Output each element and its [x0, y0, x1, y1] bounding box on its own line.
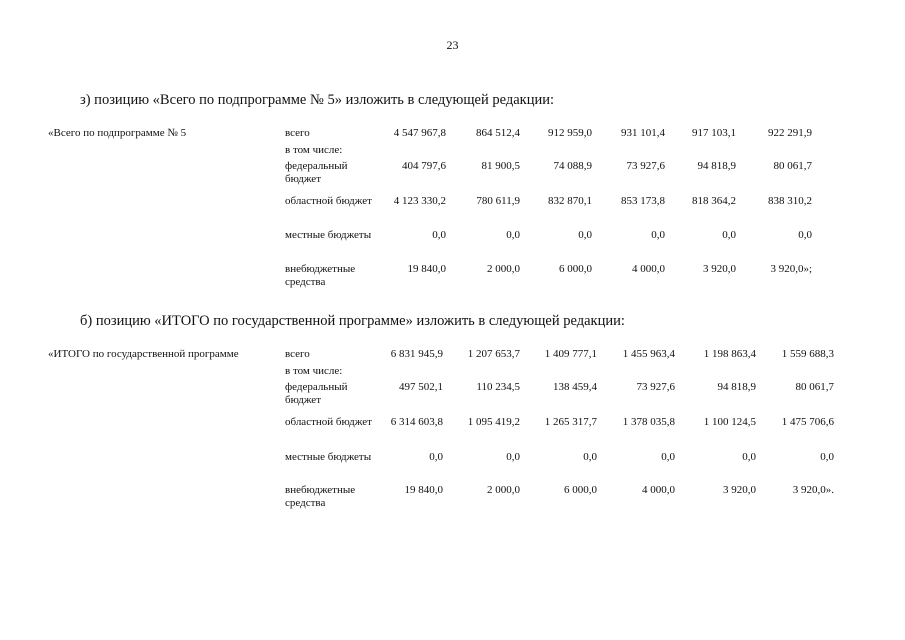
subnote: в том числе: — [285, 365, 343, 377]
value-cell: 864 512,4 — [476, 127, 520, 139]
value-cell: 0,0 — [583, 451, 597, 463]
value-cell: 0,0 — [722, 229, 736, 241]
value-cell: 1 198 863,4 — [703, 348, 756, 360]
instruction-b: б) позицию «ИТОГО по государственной программе» изложить в следующей редакции: — [80, 313, 625, 329]
value-cell: 2 000,0 — [487, 484, 520, 496]
value-cell: 94 818,9 — [717, 381, 756, 393]
value-cell: 0,0 — [506, 451, 520, 463]
value-cell: 1 265 317,7 — [544, 416, 597, 428]
value-cell: 404 797,6 — [402, 160, 446, 172]
subnote: в том числе: — [285, 144, 343, 156]
value-cell: 110 234,5 — [476, 381, 520, 393]
value-cell: 4 547 967,8 — [393, 127, 446, 139]
value-cell: 6 314 603,8 — [390, 416, 443, 428]
instruction-z: з) позицию «Всего по подпрограмме № 5» изложить в следующей редакции: — [80, 92, 555, 108]
value-cell: 497 502,1 — [399, 381, 443, 393]
value-cell: 0,0 — [578, 229, 592, 241]
value-cell: 1 475 706,6 — [781, 416, 834, 428]
value-cell: 3 920,0»; — [770, 263, 812, 275]
value-cell: 2 000,0 — [487, 263, 520, 275]
value-cell: 912 959,0 — [548, 127, 592, 139]
value-cell: 4 123 330,2 — [393, 195, 446, 207]
category-label: местные бюджеты — [285, 451, 372, 463]
value-cell: 4 000,0 — [642, 484, 675, 496]
value-cell: 1 095 419,2 — [467, 416, 520, 428]
value-cell: 138 459,4 — [553, 381, 597, 393]
category-label: областной бюджет — [285, 195, 372, 207]
value-cell: 0,0 — [432, 229, 446, 241]
value-cell: 1 559 688,3 — [781, 348, 834, 360]
value-cell: 6 831 945,9 — [390, 348, 443, 360]
category-label: всего — [285, 348, 310, 360]
value-cell: 73 927,6 — [636, 381, 675, 393]
value-cell: 80 061,7 — [773, 160, 812, 172]
value-cell: 0,0 — [820, 451, 834, 463]
value-cell: 1 100 124,5 — [703, 416, 756, 428]
value-cell: 6 000,0 — [564, 484, 597, 496]
value-cell: 922 291,9 — [768, 127, 812, 139]
value-cell: 6 000,0 — [559, 263, 592, 275]
value-cell: 19 840,0 — [407, 263, 446, 275]
value-cell: 0,0 — [506, 229, 520, 241]
category-label: местные бюджеты — [285, 229, 372, 241]
value-cell: 1 207 653,7 — [467, 348, 520, 360]
page-number: 23 — [446, 38, 459, 52]
category-label: всего — [285, 127, 310, 139]
value-cell: 853 173,8 — [621, 195, 665, 207]
row-label-z: «Всего по подпрограмме № 5 — [48, 127, 187, 139]
value-cell: 0,0 — [651, 229, 665, 241]
value-cell: 0,0 — [742, 451, 756, 463]
value-cell: 1 455 963,4 — [622, 348, 675, 360]
category-label: внебюджетные средства — [285, 263, 356, 288]
value-cell: 818 364,2 — [692, 195, 736, 207]
value-cell: 0,0 — [661, 451, 675, 463]
value-cell: 1 378 035,8 — [622, 416, 675, 428]
value-cell: 1 409 777,1 — [544, 348, 597, 360]
category-label: областной бюджет — [285, 416, 372, 428]
value-cell: 74 088,9 — [553, 160, 592, 172]
category-label: федеральный бюджет — [285, 160, 348, 185]
value-cell: 4 000,0 — [632, 263, 665, 275]
category-label: внебюджетные средства — [285, 484, 356, 509]
value-cell: 19 840,0 — [404, 484, 443, 496]
value-cell: 0,0 — [429, 451, 443, 463]
row-label-b: «ИТОГО по государственной программе — [48, 348, 239, 360]
value-cell: 838 310,2 — [768, 195, 812, 207]
value-cell: 3 920,0 — [723, 484, 756, 496]
value-cell: 81 900,5 — [481, 160, 520, 172]
value-cell: 780 611,9 — [476, 195, 520, 207]
value-cell: 94 818,9 — [697, 160, 736, 172]
value-cell: 80 061,7 — [795, 381, 834, 393]
value-cell: 931 101,4 — [621, 127, 665, 139]
category-label: федеральный бюджет — [285, 381, 348, 406]
value-cell: 0,0 — [798, 229, 812, 241]
value-cell: 3 920,0». — [792, 484, 834, 496]
value-cell: 917 103,1 — [692, 127, 736, 139]
value-cell: 832 870,1 — [548, 195, 592, 207]
value-cell: 3 920,0 — [703, 263, 736, 275]
value-cell: 73 927,6 — [626, 160, 665, 172]
